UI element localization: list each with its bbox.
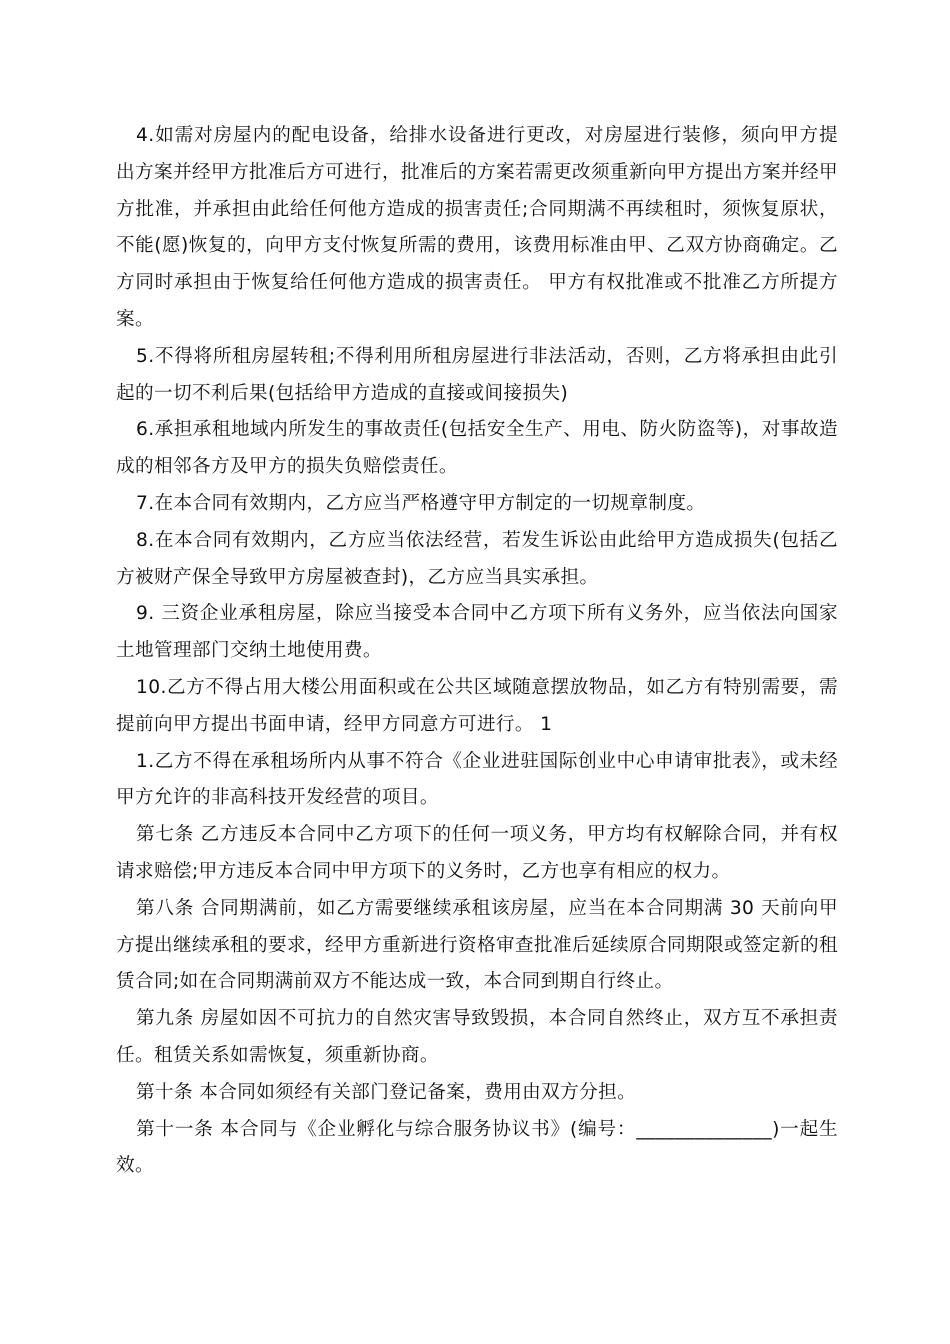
- article-9-paragraph: 第九条 房屋如因不可抗力的自然灾害导致毁损，本合同自然终止，双方互不承担责任。租赁关系如需恢复，须重新协商。: [116, 1008, 838, 1066]
- article-11-paragraph: 第十一条 本合同与《企业孵化与综合服务协议书》(编号：______________)一起生效。: [116, 1118, 838, 1177]
- clause-5-paragraph: 5.不得将所租房屋转租;不得利用所租房屋进行非法活动，否则，乙方将承担由此引起的一切不利后果(包括给甲方造成的直接或间接损失): [116, 345, 838, 404]
- clause-7-paragraph: 7.在本合同有效期内，乙方应当严格遵守甲方制定的一切规章制度。: [136, 492, 706, 514]
- clause-6-paragraph: 6.承担承租地域内所发生的事故责任(包括安全生产、用电、防火防盗等)，对事故造成的相邻各方及甲方的损失负赔偿责任。: [116, 419, 838, 478]
- article-8-paragraph: 第八条 合同期满前，如乙方需要继续承租该房屋，应当在本合同期满 30 天前向甲方提出继续承租的要求，经甲方重新进行资格审查批准后延续原合同期限或签定新的租赁合同;如在合同期满前双方不能达成一致，本合同到期自行终止。: [116, 897, 838, 993]
- clause-9-paragraph: 9. 三资企业承租房屋，除应当接受本合同中乙方项下所有义务外，应当依法向国家土地管理部门交纳土地使用费。: [116, 603, 838, 662]
- clause-11-paragraph: 1.乙方不得在承租场所内从事不符合《企业进驻国际创业中心申请审批表》，或未经甲方允许的非高科技开发经营的项目。: [116, 750, 838, 809]
- clause-8-paragraph: 8.在本合同有效期内，乙方应当依法经营，若发生诉讼由此给甲方造成损失(包括乙方被财产保全导致甲方房屋被查封)，乙方应当具实承担。: [116, 529, 838, 588]
- document-page: [116, 118, 838, 1185]
- article-10-paragraph: 第十条 本合同如须经有关部门登记备案，费用由双方分担。: [136, 1081, 637, 1103]
- article-7-paragraph: 第七条 乙方违反本合同中乙方项下的任何一项义务，甲方均有权解除合同，并有权请求赔偿;甲方违反本合同中甲方项下的义务时，乙方也享有相应的权力。: [116, 824, 838, 882]
- clause-10-paragraph: 10.乙方不得占用大楼公用面积或在公共区域随意摆放物品，如乙方有特别需要，需提前向甲方提出书面申请，经甲方同意方可进行。 1: [116, 676, 838, 735]
- clause-4-paragraph: 4.如需对房屋内的配电设备，给排水设备进行更改，对房屋进行装修，须向甲方提出方案并经甲方批准后方可进行，批准后的方案若需更改须重新向甲方提出方案并经甲方批准，并承担由此给任何他方造成的损害责任;合同期满不再续租时，须恢复原状，不能(愿)恢复的，向甲方支付恢复所需的费用，该费用标准由甲、乙双方协商确定。乙方同时承担由于恢复给任何他方造成的损害责任。 甲方有权批准或不批准乙方所提方案。: [116, 125, 838, 330]
